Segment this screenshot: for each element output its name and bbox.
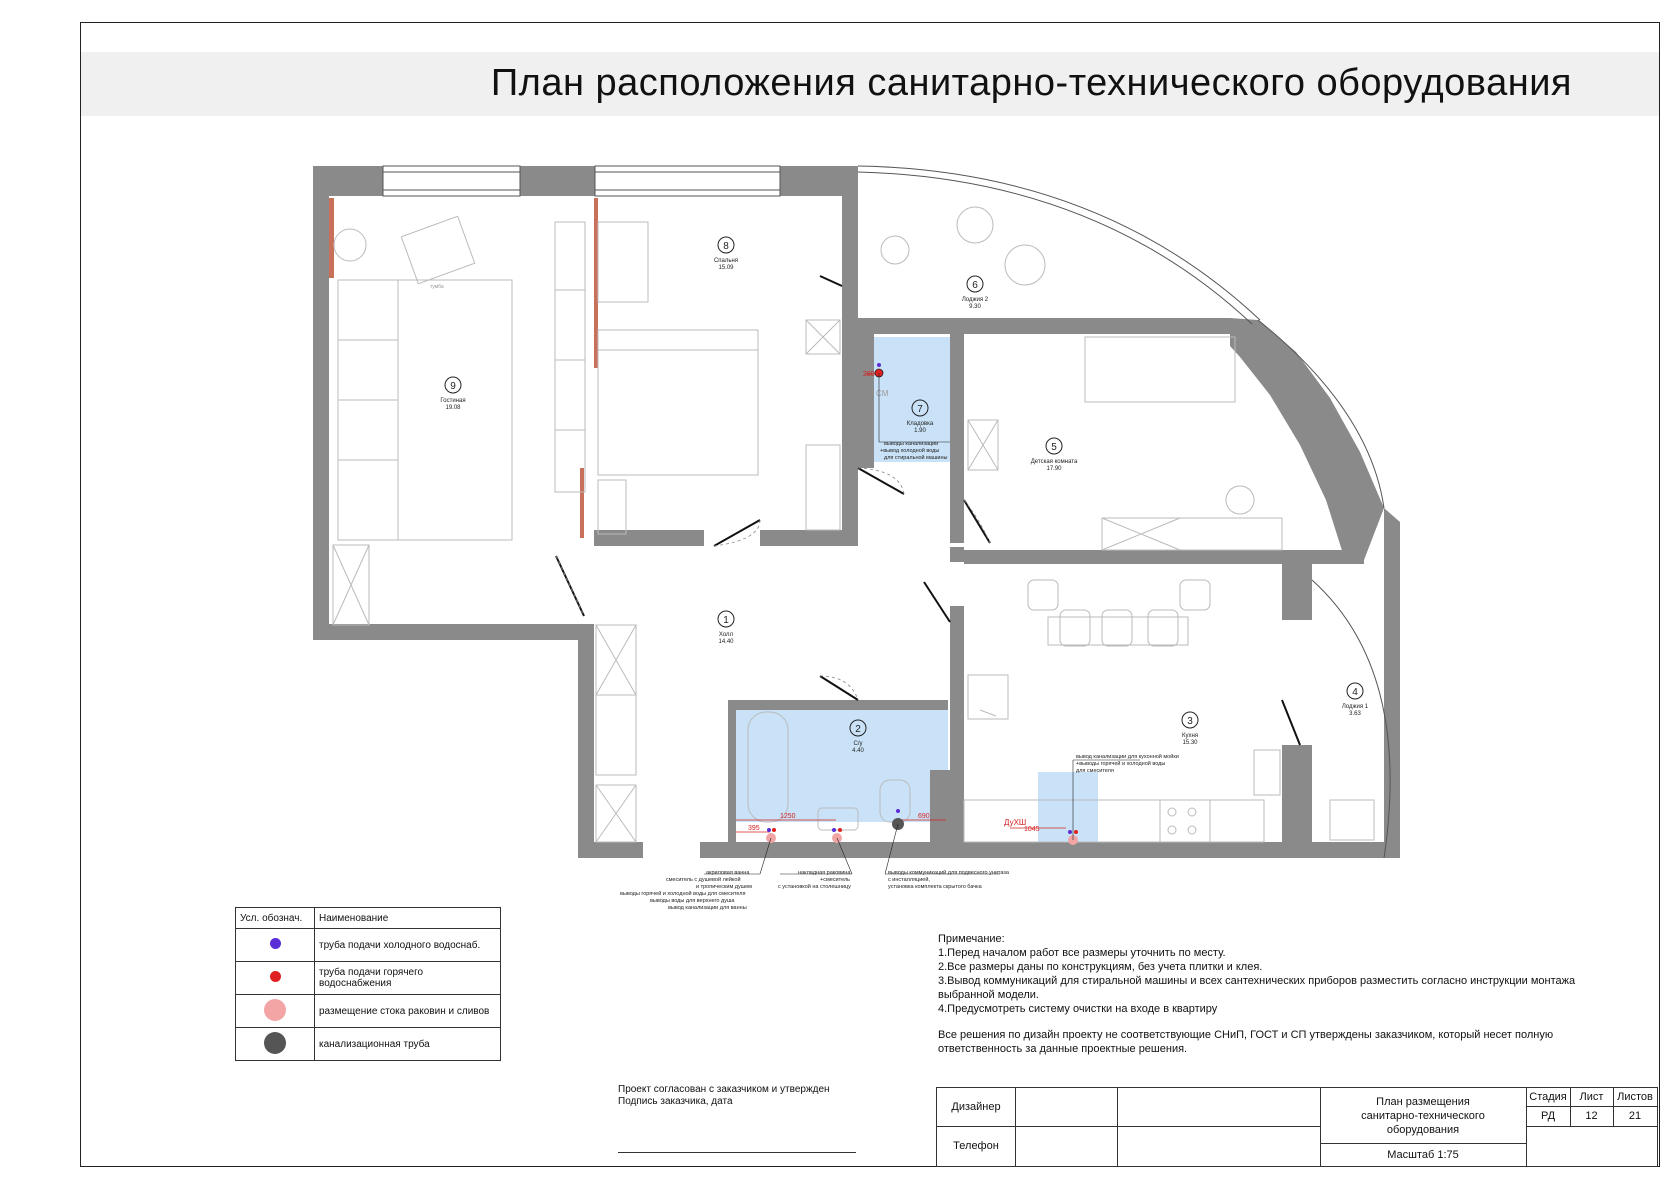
kitchen-sink-wet-zone: [1038, 772, 1098, 844]
annot-bath-5: выводы воды для верхнего душа: [650, 898, 735, 904]
room-2-name: С/у: [853, 741, 863, 747]
drawing-title: План расположения санитарно-технического оборудования: [490, 62, 1572, 104]
signature-line: [618, 1152, 856, 1153]
annot-sink-1: накладная раковина: [798, 870, 851, 876]
annot-kitchen-2: +выводы горячей и холодной воды: [1076, 761, 1166, 767]
room-4-area: 3.63: [1349, 711, 1361, 717]
room-3-name: Кухня: [1181, 733, 1199, 739]
room-9-number: 9: [450, 381, 456, 392]
room-2-area: 4.40: [852, 748, 864, 754]
stage-value: РД: [1540, 1110, 1556, 1122]
room-1-area: 14.40: [718, 639, 734, 645]
designer-label: Дизайнер: [951, 1101, 1001, 1113]
washing-machine-label: СМ: [876, 389, 889, 398]
room-7-area: 1.90: [914, 428, 926, 434]
legend-header-name: Наименование: [315, 908, 501, 929]
annot-bath-4: выводы горячей и холодной воды для смесителя: [620, 891, 746, 897]
room-7-number: 7: [917, 404, 923, 415]
tv-stand-label: тумба: [430, 284, 444, 290]
note-item: 4.Предусмотреть систему очистки на входе в квартиру: [938, 1003, 1218, 1015]
sheet-title: План размещения санитарно-технического оборудования: [1361, 1095, 1485, 1136]
hot-pipe-bath: [772, 828, 776, 832]
notes-disclaimer: Все решения по дизайн проекту не соответствующие СНиП, ГОСТ и СП утверждены заказчиком, который несет полную ответственность за данные проектные решения.: [938, 1029, 1554, 1055]
room-6-name: Лоджия 2: [961, 297, 989, 303]
legend-row: [236, 962, 501, 995]
annot-bath-2: смеситель с душевой лейкой: [666, 877, 741, 883]
annot-kitchen-3: для смесителя: [1076, 768, 1114, 774]
drain-icon: [264, 999, 286, 1021]
annot-wc-1: выводы коммуникаций для подвесного унитаза: [888, 870, 1009, 876]
legend-label: труба подачи холодного водоснаб.: [315, 929, 501, 962]
annot-wc-2: с инсталляцией,: [888, 877, 930, 883]
room-1-label: [718, 611, 734, 645]
sewer-pipe-icon: [264, 1032, 286, 1054]
hot-pipe-sink: [838, 828, 842, 832]
note-item: 3.Вывод коммуникаций для стиральной машины и всех сантехнических приборов разместить согласно инструкции монтажа выбранной модели.: [938, 975, 1576, 1001]
accent-walls: [329, 198, 598, 538]
room-3-label: [1182, 712, 1198, 746]
sheets-value: 21: [1628, 1110, 1642, 1122]
annot-bath-6: вывод канализации для ванны: [668, 905, 747, 911]
annot-storage-2: +вывод холодной воды: [880, 448, 940, 454]
hot-pipe-icon: [270, 971, 281, 982]
annot-bath-1: акриловая ванна: [706, 870, 750, 876]
room-1-name: Холл: [718, 632, 734, 638]
annot-wc-3: установка комплекта скрытого бачка: [888, 884, 982, 890]
cold-pipe-bath: [767, 828, 771, 832]
room-2-number: 2: [855, 724, 861, 735]
sheet-value: 12: [1585, 1110, 1598, 1122]
room-5-label: [1031, 438, 1078, 472]
sheets-label: Листов: [1617, 1091, 1653, 1103]
cold-pipe-storage: [877, 363, 881, 367]
hot-pipe-kitchen: [1074, 830, 1078, 834]
legend-label: труба подачи горячего водоснабжения: [315, 962, 501, 995]
scale-label: Масштаб 1:75: [1387, 1148, 1459, 1161]
legend-header: [236, 908, 501, 929]
notes-block: [938, 932, 1578, 1056]
room-9-label: [440, 377, 465, 411]
annot-bath-3: и тропическим душем: [696, 884, 752, 890]
room-3-area: 15.30: [1182, 740, 1198, 746]
room-6-area: 9.30: [969, 304, 981, 310]
room-4-name: Лоджия 1: [1341, 704, 1369, 710]
duct-label: ДуХШ: [1004, 818, 1027, 827]
cold-pipe-icon: [270, 938, 281, 949]
bathroom-wet-zone: [734, 710, 948, 822]
room-4-label: [1342, 683, 1369, 717]
room-1-number: 1: [723, 615, 729, 626]
legend-row: [236, 1028, 501, 1061]
room-4-number: 4: [1352, 687, 1358, 698]
dim-690: 690: [918, 813, 930, 820]
cold-pipe-wc: [896, 809, 900, 813]
cold-pipe-kitchen: [1068, 830, 1072, 834]
approval-line-2: Подпись заказчика, дата: [618, 1096, 733, 1107]
annot-kitchen-1: вывод канализации для кухонной мойки: [1076, 754, 1179, 760]
note-item: 1.Перед началом работ все размеры уточнить по месту.: [938, 947, 1226, 959]
legend-header-symbol: Усл. обознач.: [236, 908, 315, 929]
annot-storage-1: выводы канализации: [884, 441, 939, 447]
room-5-name: Детская комната: [1030, 459, 1078, 465]
sheet-label: Лист: [1579, 1091, 1604, 1103]
room-9-area: 19.08: [445, 405, 461, 411]
notes-heading: Примечание:: [938, 933, 1005, 945]
dim-1250: 1250: [780, 813, 796, 820]
room-8-area: 15.09: [718, 265, 734, 271]
legend-label: размещение стока раковин и сливов: [315, 995, 501, 1028]
room-3-number: 3: [1187, 716, 1193, 727]
room-6-number: 6: [972, 280, 978, 291]
note-item: 2.Все размеры даны по конструкциям, без учета плитки и клея.: [938, 961, 1263, 973]
approval-line-1: Проект согласован с заказчиком и утвержден: [618, 1084, 830, 1095]
room-8-label: [714, 237, 738, 271]
approval-block: [618, 1084, 830, 1108]
legend-label: канализационная труба: [315, 1028, 501, 1061]
room-5-area: 17.90: [1046, 466, 1062, 472]
legend-row: [236, 929, 501, 962]
legend-row: [236, 995, 501, 1028]
annot-sink-3: с установкой на столешницу: [778, 884, 851, 890]
cold-pipe-sink: [832, 828, 836, 832]
title-block: [936, 1087, 1658, 1167]
annot-storage-3: для стиральной машины: [884, 455, 948, 461]
room-5-number: 5: [1051, 442, 1057, 453]
plan-small-labels: [430, 284, 889, 398]
dim-1045: 1045: [1024, 826, 1040, 833]
room-6-label: [962, 276, 989, 310]
room-9-name: Гостиная: [440, 398, 466, 404]
room-8-number: 8: [723, 241, 729, 252]
room-7-name: Кладовка: [906, 421, 934, 427]
annot-sink-2: +смеситель: [820, 877, 851, 883]
legend-table: [235, 907, 501, 1061]
dim-395: 395: [748, 825, 760, 832]
phone-label: Телефон: [953, 1140, 999, 1152]
dim-280: 280: [863, 371, 875, 378]
room-8-name: Спальня: [713, 258, 739, 264]
stage-label: Стадия: [1529, 1091, 1567, 1103]
